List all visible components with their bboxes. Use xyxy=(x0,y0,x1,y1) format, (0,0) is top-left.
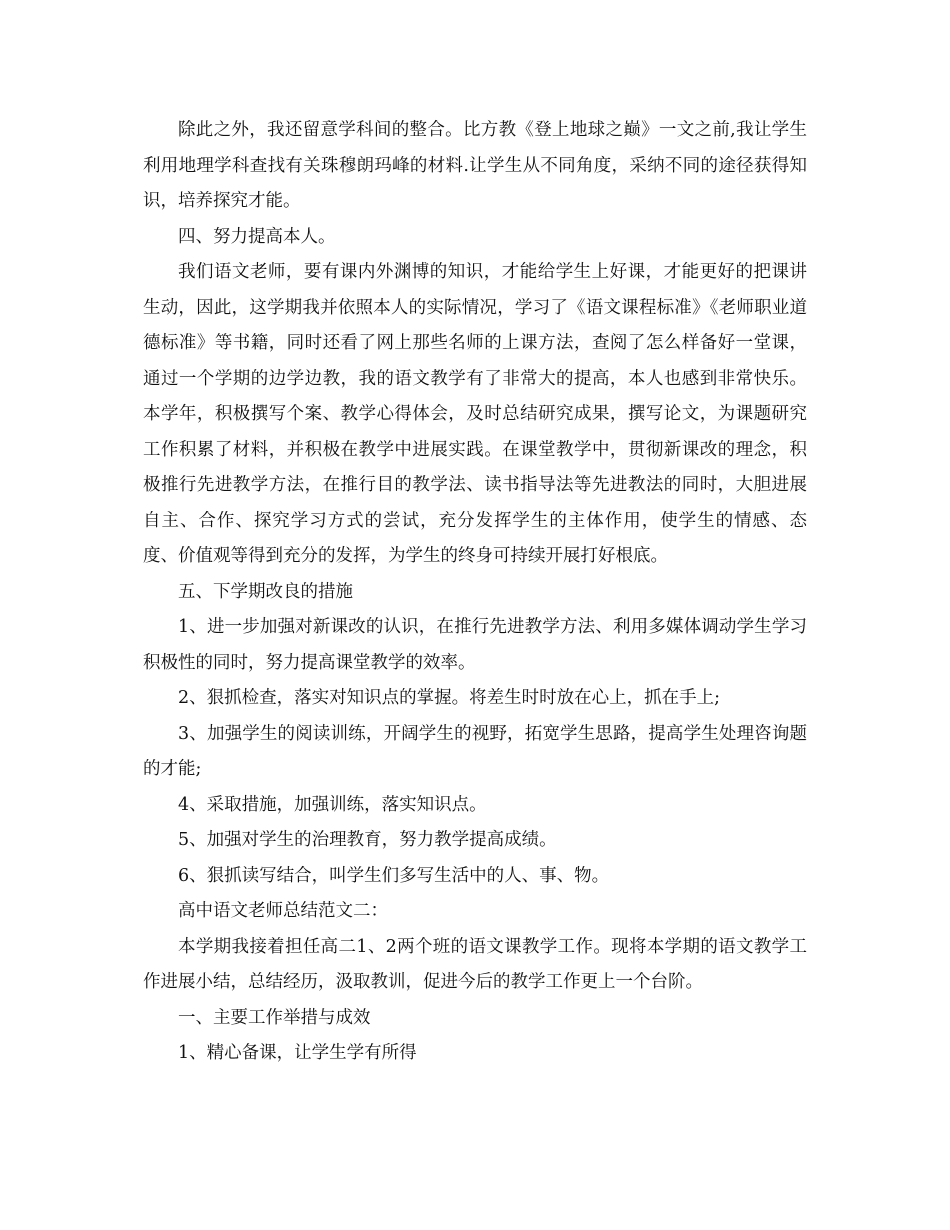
list-item-5: 5、加强对学生的治理教育，努力教学提高成绩。 xyxy=(178,830,557,850)
list-item-4: 4、采取措施，加强训练，落实知识点。 xyxy=(178,794,487,815)
list-item-prepare-lessons: 1、精心备课，让学生学有所得 xyxy=(178,1043,417,1063)
section-title-sample-two: 高中语文老师总结范文二： xyxy=(178,901,388,921)
list-item-2: 2、狠抓检查，落实对知识点的掌握。将差生时时放在心上，抓在手上; xyxy=(178,688,721,708)
list-item-6: 6、狠抓读写结合，叫学生们多写生活中的人、事、物。 xyxy=(178,865,610,886)
list-item-3: 3、加强学生的阅读训练，开阔学生的视野，拓宽学生思路，提高学生处理咨询题的才能; xyxy=(143,723,807,779)
paragraph-intro-two: 本学期我接着担任高二1、2两个班的语文课教学工作。现将本学期的语文教学工作进展小结，总结经历，汲取教训，促进今后的教学工作更上一个台阶。 xyxy=(143,936,807,992)
paragraph-self-improvement: 我们语文老师，要有课内外渊博的知识，才能给学生上好课，才能更好的把课讲生动，因此，这学期我并依照本人的实际情况，学习了《语文课程标准》《老师职业道德标准》等书籍，同时还看了网上那些名师的上课方法，查阅了怎么样备好一堂课，通过一个学期的边学边教，我的语文教学有了非常大的提高，本人也感到非常快乐。本学年，积极撰写个案、教学心得体会，及时总结研究成果，撰写论文，为课题研究工作积累了材料，并积极在教学中进展实践。在课堂教学中，贯彻新课改的理念，积极推行先进教学方法，在推行目的教学法、读书指导法等先进教法的同时，大胆进展自主、合作、探究学习方式的尝试，充分发挥学生的主体作用，使学生的情感、态度、价值观等得到充分的发挥，为学生的终身可持续开展打好根底。 xyxy=(143,262,807,566)
heading-main-work: 一、主要工作举措与成效 xyxy=(178,1007,371,1028)
heading-improve-self: 四、努力提高本人。 xyxy=(178,226,336,247)
list-item-1: 1、进一步加强对新课改的认识，在推行先进教学方法、利用多媒体调动学生学习积极性的同时，努力提高课堂教学的效率。 xyxy=(143,617,807,673)
paragraph-integration: 除此之外，我还留意学科间的整合。比方教《登上地球之巅》一文之前,我让学生利用地理学科查找有关珠穆朗玛峰的材料.让学生从不同角度，采纳不同的途径获得知识，培养探究才能。 xyxy=(143,120,807,211)
document-page xyxy=(143,113,807,1072)
heading-next-term-measures: 五、下学期改良的措施 xyxy=(178,581,353,602)
